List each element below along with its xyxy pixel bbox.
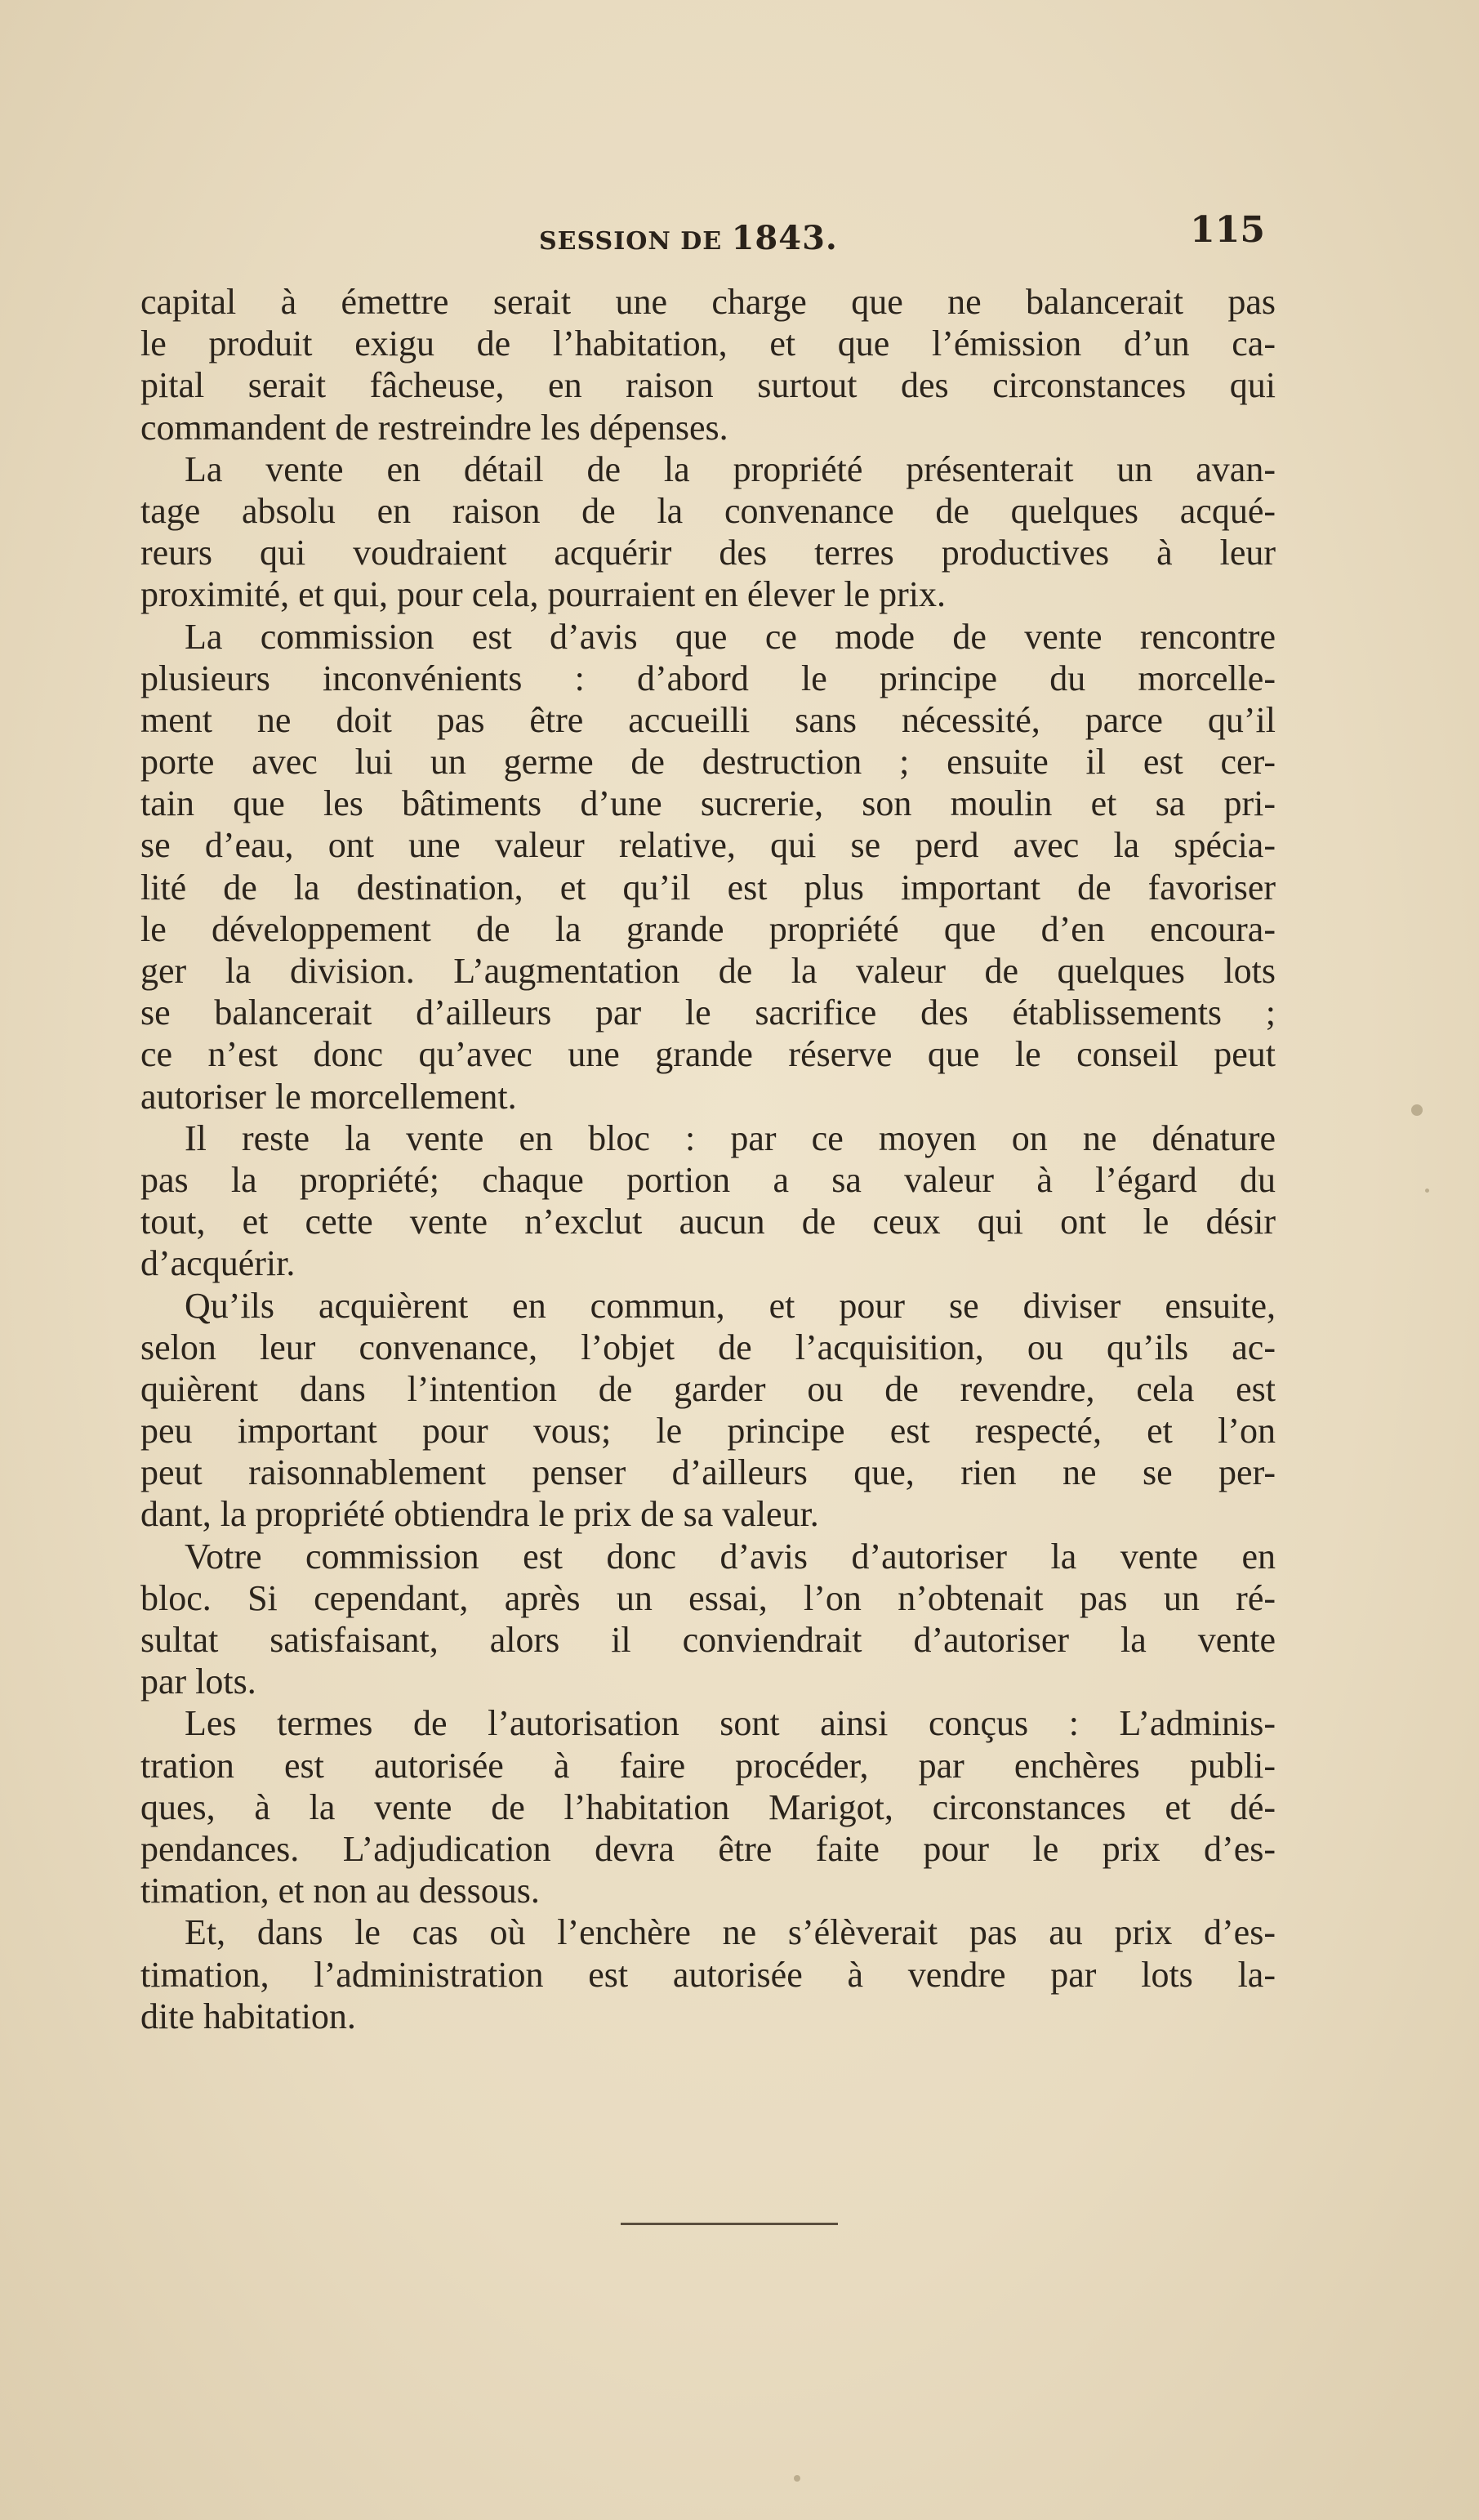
running-title-session: SESSION	[539, 227, 671, 256]
text-line: dant, la propriété obtiendra le prix de sa valeur.	[140, 1494, 819, 1535]
text-line: le produit exigu de l’habitation, et que l’émission d’un ca-	[140, 323, 1276, 364]
text-line: Il reste la vente en bloc : par ce moyen on ne dénature	[185, 1117, 1276, 1158]
text-line: tration est autorisée à faire procéder, par enchères publi-	[140, 1745, 1276, 1786]
text-line: timation, l’administration est autorisée à vendre par lots la-	[140, 1954, 1276, 1995]
text-line: autoriser le morcellement.	[140, 1076, 517, 1117]
text-line: ce n’est donc qu’avec une grande réserve que le conseil peut	[140, 1034, 1276, 1075]
text-line: pendances. L’adjudication devra être faite pour le prix d’es-	[140, 1828, 1276, 1869]
text-line: pas la propriété; chaque portion a sa valeur à l’égard du	[140, 1159, 1276, 1200]
paper-speck	[1411, 1104, 1423, 1116]
text-line: plusieurs inconvénients : d’abord le principe du morcelle-	[140, 658, 1276, 698]
text-line: par lots.	[140, 1661, 256, 1702]
text-line: tout, et cette vente n’exclut aucun de ceux qui ont le désir	[140, 1202, 1276, 1242]
text-line: peu important pour vous; le principe est respecté, et l’on	[140, 1411, 1276, 1452]
text-line: se d’eau, ont une valeur relative, qui se perd avec la spécia-	[140, 825, 1276, 866]
text-line: proximité, et qui, pour cela, pourraient en élever le prix.	[140, 574, 946, 615]
text-line: ques, à la vente de l’habitation Marigot, circonstances et dé-	[140, 1786, 1276, 1827]
text-line: selon leur convenance, l’objet de l’acquisition, ou qu’ils ac-	[140, 1327, 1276, 1367]
text-line: Et, dans le cas où l’enchère ne s’élèverait pas au prix d’es-	[185, 1912, 1276, 1953]
text-line: timation, et non au dessous.	[140, 1871, 540, 1911]
page-header	[0, 204, 1479, 261]
text-line: sultat satisfaisant, alors il conviendrait d’autoriser la vente	[140, 1620, 1276, 1660]
end-rule	[621, 2223, 838, 2225]
text-line: capital à émettre serait une charge que ne balancerait pas	[140, 282, 1276, 322]
text-line: d’acquérir.	[140, 1243, 296, 1284]
text-line: tain que les bâtiments d’une sucrerie, son moulin et sa pri-	[140, 783, 1276, 824]
running-title-year: 1843.	[731, 219, 838, 257]
text-line: ger la division. L’augmentation de la valeur de quelques lots	[140, 951, 1276, 991]
text-line: Votre commission est donc d’avis d’autoriser la vente en	[185, 1536, 1276, 1577]
text-line: bloc. Si cependant, après un essai, l’on n’obtenait pas un ré-	[140, 1577, 1276, 1618]
text-line: le développement de la grande propriété que d’en encoura-	[140, 908, 1276, 949]
text-line: peut raisonnablement penser d’ailleurs que, rien ne se per-	[140, 1452, 1276, 1493]
paper-speck	[1425, 1189, 1429, 1193]
page-number: 115	[1190, 209, 1265, 251]
text-line: reurs qui voudraient acquérir des terres productives à leur	[140, 533, 1276, 573]
text-line: porte avec lui un germe de destruction ; ensuite il est cer-	[140, 742, 1276, 783]
body-text	[140, 281, 1276, 2037]
text-line: lité de la destination, et qu’il est plus important de favoriser	[140, 867, 1276, 908]
text-line: se balancerait d’ailleurs par le sacrifice des établissements ;	[140, 992, 1276, 1033]
text-line: quièrent dans l’intention de garder ou de revendre, cela est	[140, 1368, 1276, 1409]
text-line: La commission est d’avis que ce mode de vente rencontre	[185, 616, 1276, 657]
text-line: Les termes de l’autorisation sont ainsi conçus : L’adminis-	[185, 1703, 1276, 1744]
text-line: ment ne doit pas être accueilli sans nécessité, parce qu’il	[140, 699, 1276, 740]
running-title	[539, 219, 838, 257]
text-line: pital serait fâcheuse, en raison surtout des circonstances qui	[140, 365, 1276, 406]
text-line: Qu’ils acquièrent en commun, et pour se diviser ensuite,	[185, 1285, 1276, 1326]
text-line: La vente en détail de la propriété présenterait un avan-	[185, 448, 1276, 489]
paper-speck	[794, 2475, 800, 2482]
text-line: tage absolu en raison de la convenance de quelques acqué-	[140, 490, 1276, 531]
running-title-de: DE	[680, 227, 723, 256]
text-line: commandent de restreindre les dépenses.	[140, 407, 728, 448]
text-line: dite habitation.	[140, 1996, 356, 2036]
